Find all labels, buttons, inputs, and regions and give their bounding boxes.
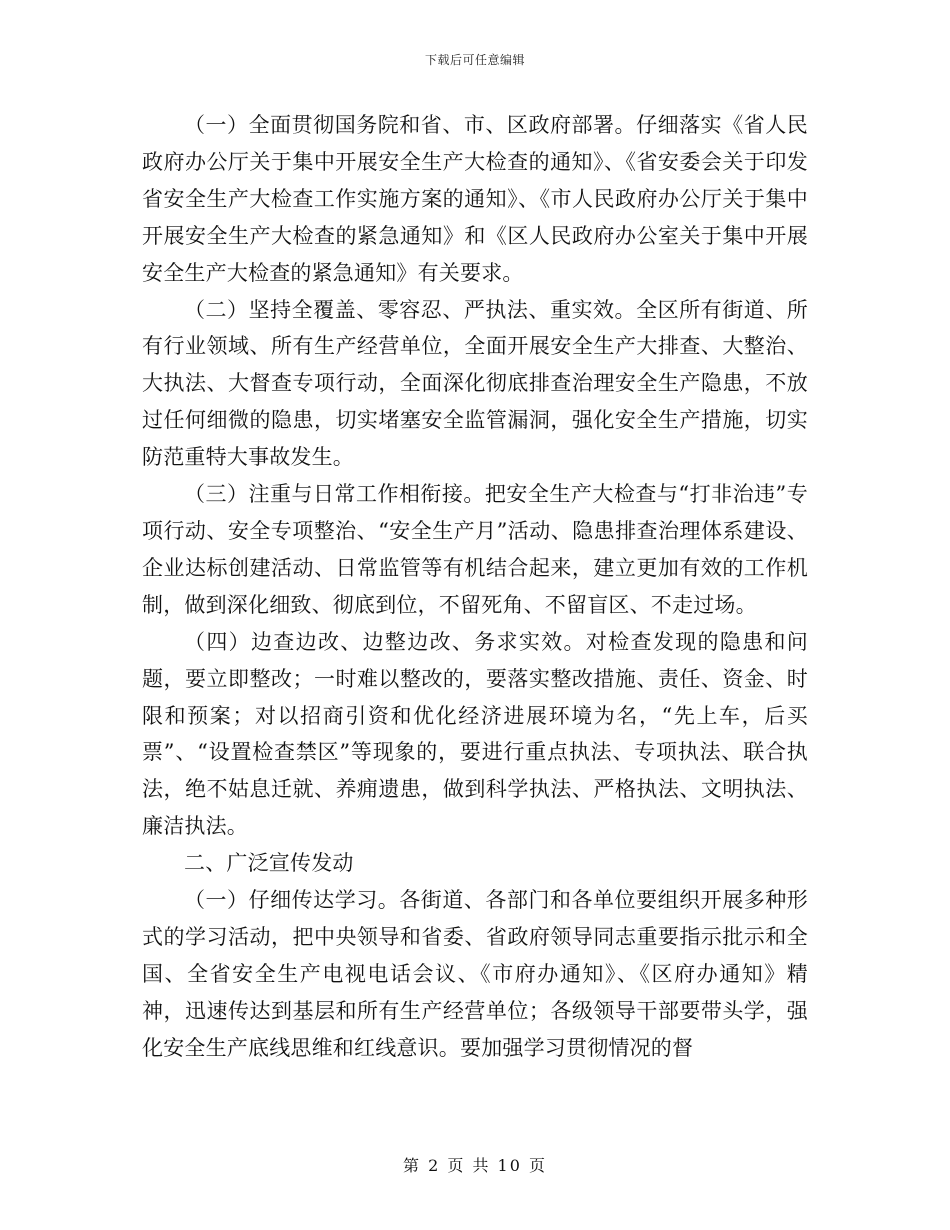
page-number: 第 2 页 共 10 页 bbox=[403, 1156, 547, 1175]
paragraph-3: （三）注重与日常工作相衔接。把安全生产大检查与“打非治违”专项行动、安全专项整治、“安全生产月”活动、隐患排查治理体系建设、企业达标创建活动、日常监管等有机结合起来，建立更加有效的工作机制，做到深化细致、彻底到位，不留死角、不留盲区、不走过场。 bbox=[142, 482, 808, 617]
paragraph-4: （四）边查边改、边整边改、务求实效。对检查发现的隐患和问题，要立即整改；一时难以整改的，要落实整改措施、责任、资金、时限和预案；对以招商引资和优化经济进展环境为名，“先上车，后买票”、“设置检查禁区”等现象的，要进行重点执法、专项执法、联合执法，绝不姑息迁就、养痈遗患，做到科学执法、严格执法、文明执法、廉洁执法。 bbox=[142, 629, 808, 839]
page-header: 下载后可任意编辑 bbox=[424, 53, 525, 67]
paragraph-1: （一）全面贯彻国务院和省、市、区政府部署。仔细落实《省人民政府办公厅关于集中开展安全生产大检查的通知》、《省安委会关于印发省安全生产大检查工作实施方案的通知》、《市人民政府办公厅关于集中开展安全生产大检查的紧急通知》和《区人民政府办公室关于集中开展安全生产大检查的紧急通知》有关要求。 bbox=[142, 113, 808, 285]
section-heading: 二、广泛宣传发动 bbox=[184, 851, 354, 876]
document-body bbox=[142, 107, 808, 1067]
paragraph-2: （二）坚持全覆盖、零容忍、严执法、重实效。全区所有街道、所有行业领域、所有生产经营单位，全面开展安全生产大排查、大整治、大执法、大督查专项行动，全面深化彻底排查治理安全生产隐患，不放过任何细微的隐患，切实堵塞安全监管漏洞，强化安全生产措施，切实防范重特大事故发生。 bbox=[142, 297, 808, 470]
paragraph-5: （一）仔细传达学习。各街道、各部门和各单位要组织开展多种形式的学习活动，把中央领导和省委、省政府领导同志重要指示批示和全国、全省安全生产电视电话会议、《市府办通知》、《区府办通知》精神，迅速传达到基层和所有生产经营单位；各级领导干部要带头学，强化安全生产底线思维和红线意识。要加强学习贯彻情况的督 bbox=[142, 888, 808, 1060]
